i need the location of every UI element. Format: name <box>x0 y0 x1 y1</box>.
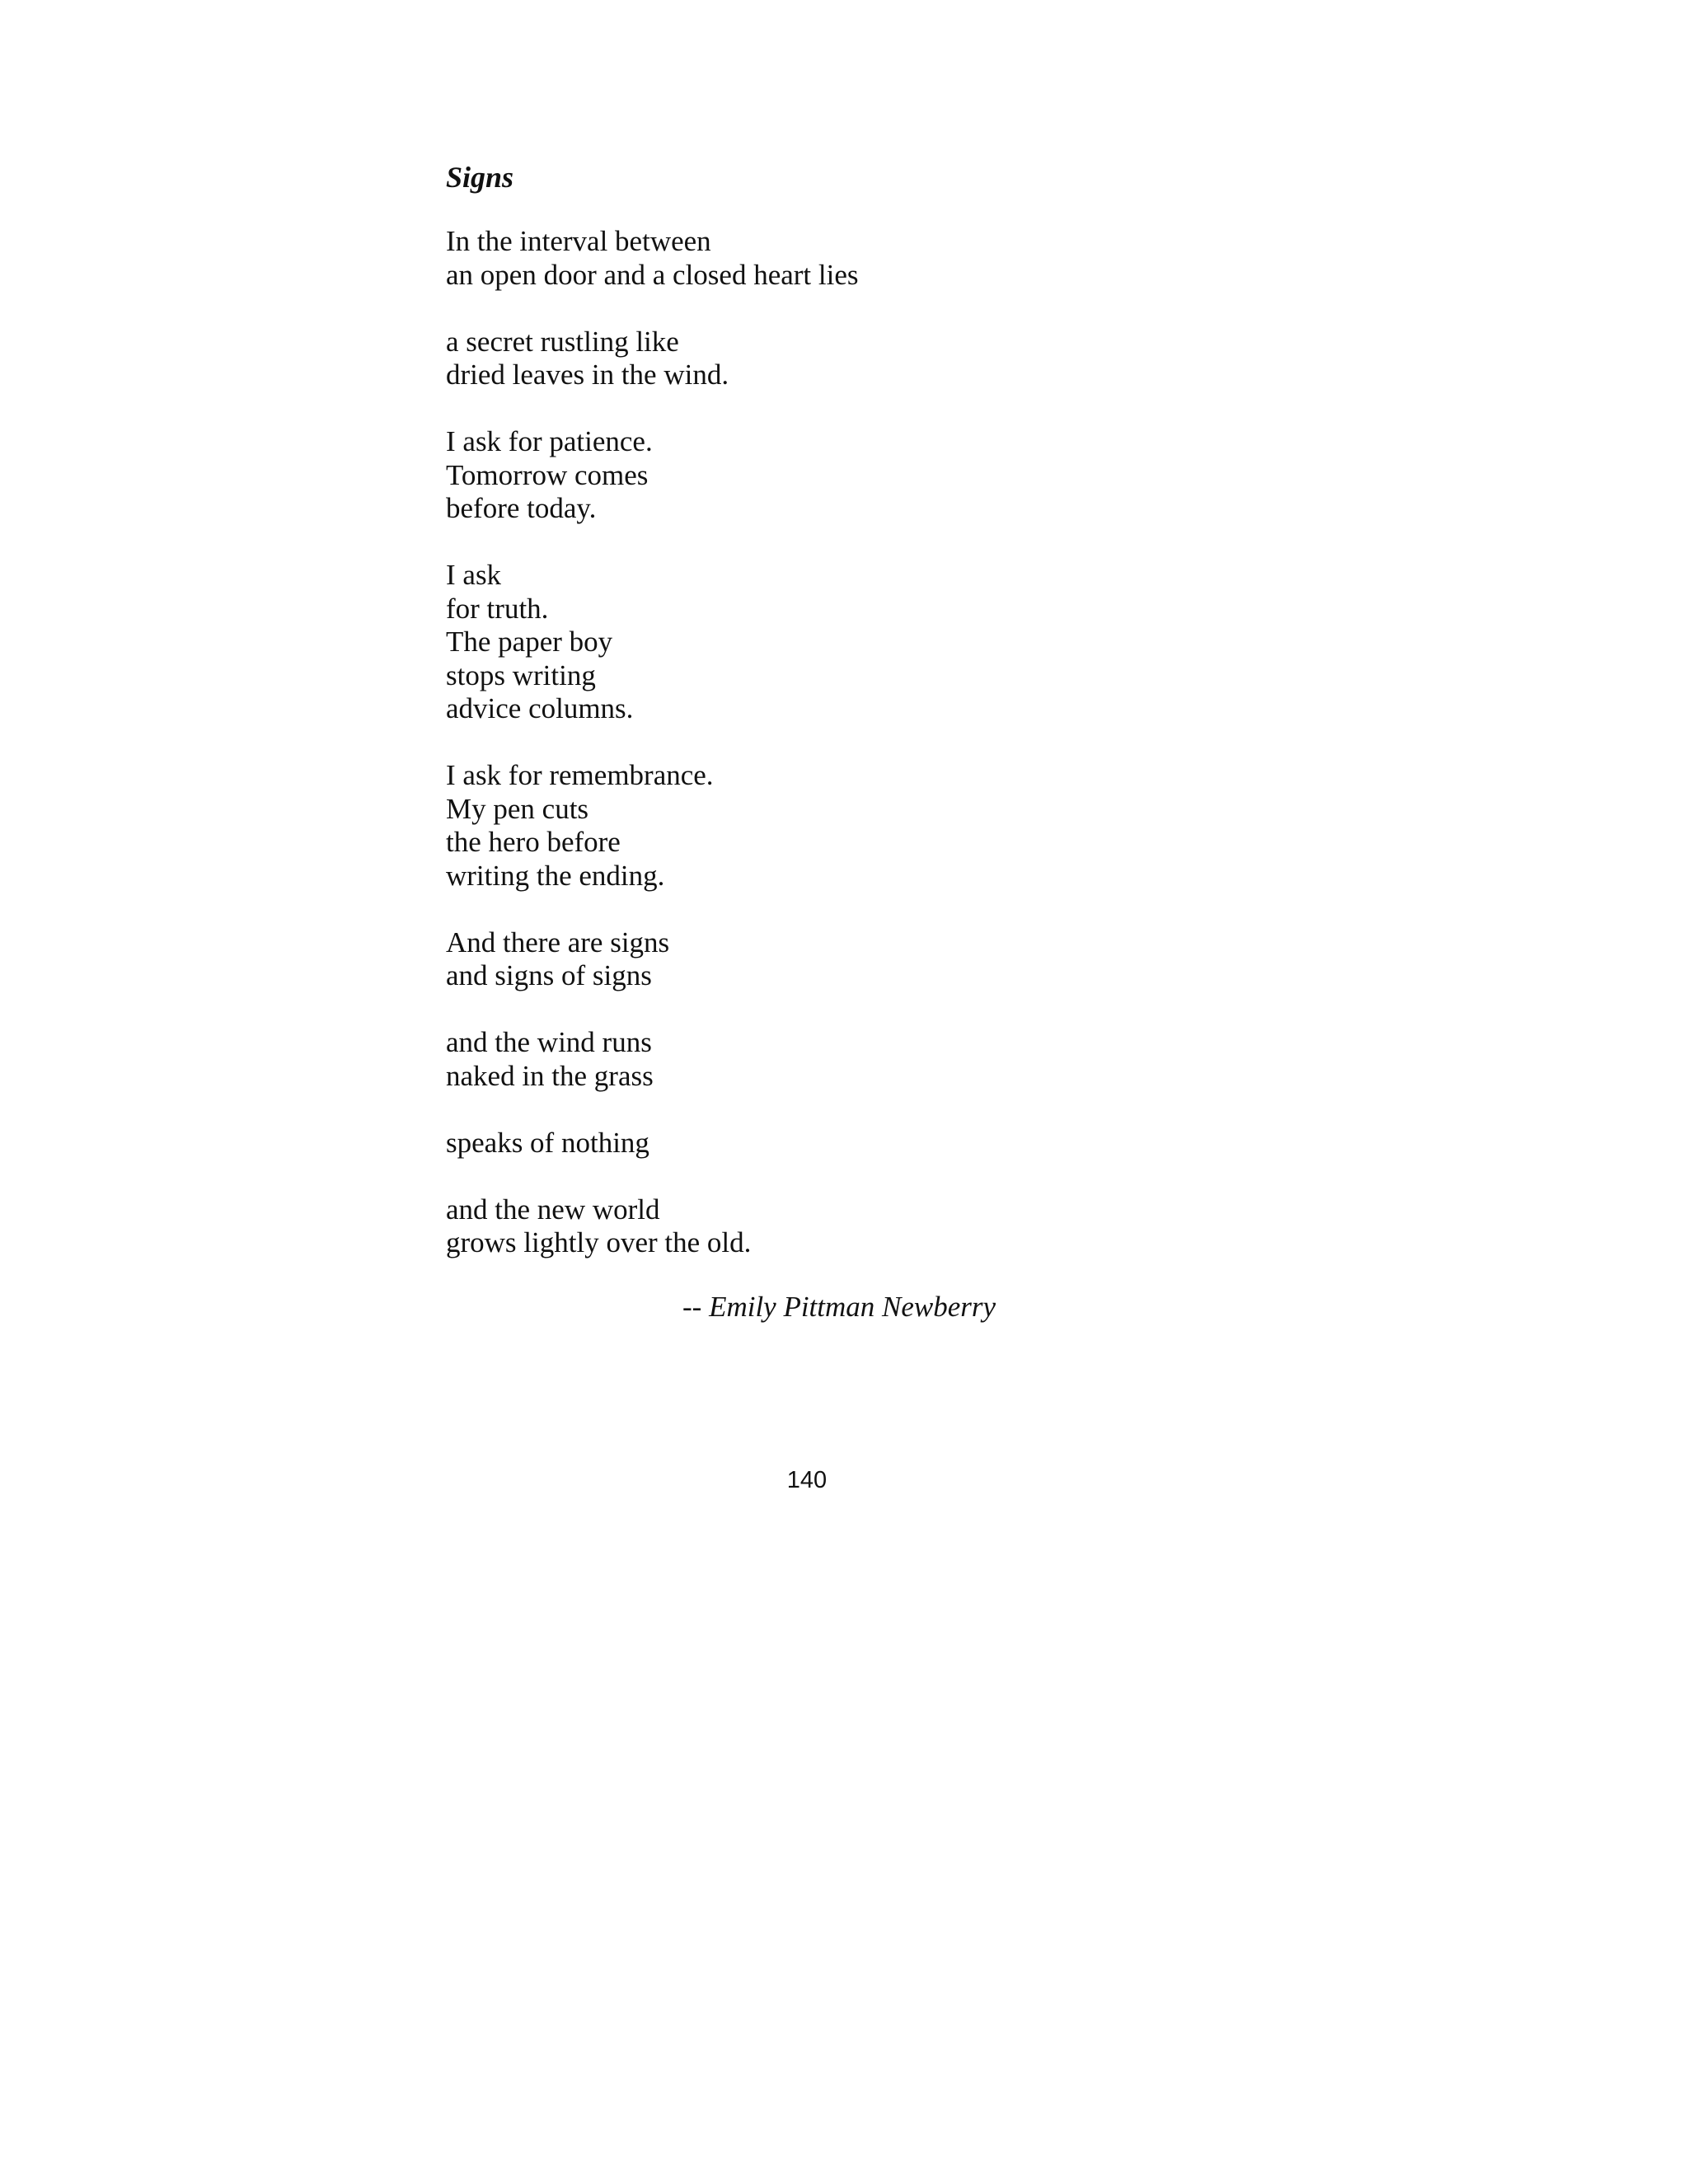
page-number: 140 <box>786 1467 828 1493</box>
poem-line: the hero before <box>446 826 621 858</box>
poem-line: grows lightly over the old. <box>446 1226 752 1258</box>
poem-line: stops writing <box>446 658 596 691</box>
poem-line: And there are signs <box>446 926 670 958</box>
poem-line: I ask for remembrance. <box>446 759 714 791</box>
stanza <box>446 926 1270 993</box>
stanza <box>446 1127 1270 1160</box>
stanza <box>446 1193 1270 1260</box>
poem-line: writing the ending. <box>446 859 665 892</box>
attribution-prefix: -- <box>682 1291 710 1323</box>
poem-line: a secret rustling like <box>446 325 679 358</box>
poem-line: and the wind runs <box>446 1026 652 1058</box>
poem-line: and signs of signs <box>446 959 652 991</box>
poem-line: naked in the grass <box>446 1059 654 1092</box>
poem-line: The paper boy <box>446 626 613 658</box>
author-name: Emily Pittman Newberry <box>709 1291 996 1323</box>
poem-line: In the interval between <box>446 225 711 257</box>
poem-line: Tomorrow comes <box>446 458 649 491</box>
poem-line: I ask for patience. <box>446 425 653 457</box>
poem-line: for truth. <box>446 592 549 625</box>
poem-line: advice columns. <box>446 692 634 724</box>
poem-line: I ask <box>446 559 502 591</box>
stanza <box>446 559 1270 726</box>
poem-line: an open door and a closed heart lies <box>446 258 859 291</box>
stanza <box>446 425 1270 526</box>
stanza <box>446 225 1270 292</box>
poem-line: and the new world <box>446 1193 660 1226</box>
poem-line: dried leaves in the wind. <box>446 359 729 391</box>
poem-attribution <box>682 1289 996 1325</box>
poem-title: Signs <box>446 161 514 194</box>
poem-body <box>446 225 1270 1293</box>
poem-line: My pen cuts <box>446 792 589 825</box>
poem-line: before today. <box>446 492 597 524</box>
stanza <box>446 759 1270 893</box>
stanza <box>446 326 1270 392</box>
stanza <box>446 1026 1270 1093</box>
poem-line: speaks of nothing <box>446 1126 649 1159</box>
